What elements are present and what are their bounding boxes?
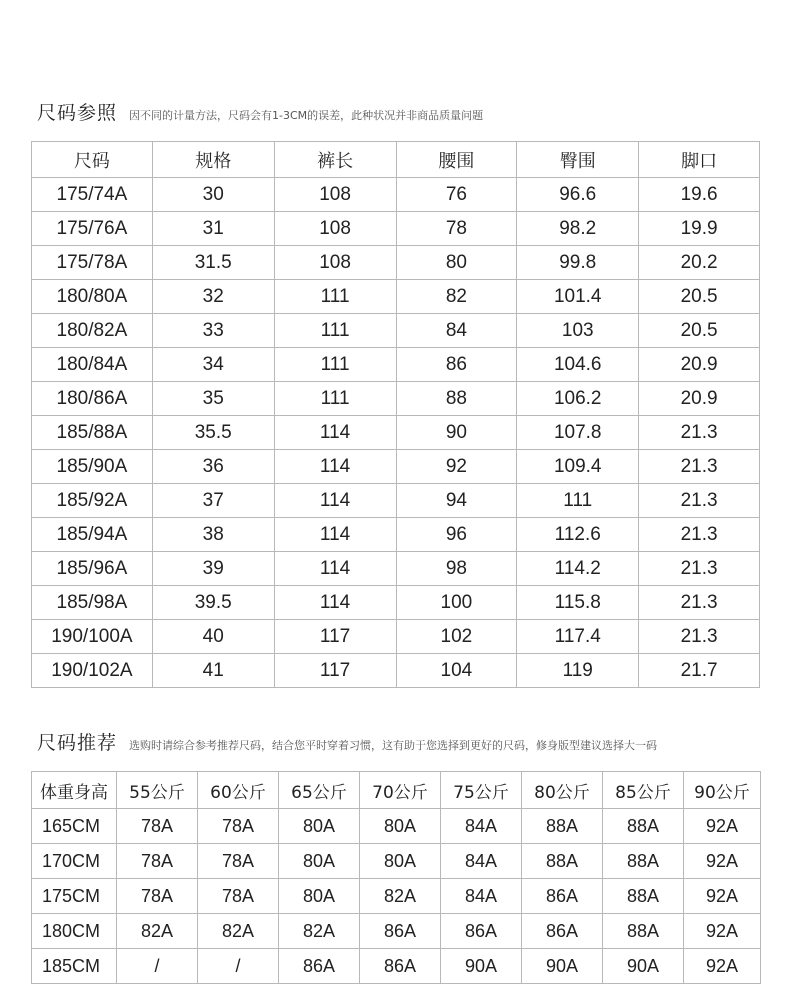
recommend-cell: 88A xyxy=(603,844,684,879)
size-cell: 20.9 xyxy=(639,348,760,382)
size-cell: 119 xyxy=(517,654,639,688)
size-header-cell: 裤长 xyxy=(274,142,396,178)
size-cell: 114 xyxy=(274,450,396,484)
recommend-cell: 78A xyxy=(198,879,279,914)
size-cell: 111 xyxy=(274,314,396,348)
size-recommend-header xyxy=(37,728,657,755)
recommend-cell: 185CM xyxy=(32,949,117,984)
size-cell: 39.5 xyxy=(152,586,274,620)
recommend-header-cell: 55公斤 xyxy=(117,772,198,809)
size-cell: 96.6 xyxy=(517,178,639,212)
size-cell: 185/94A xyxy=(32,518,153,552)
size-cell: 111 xyxy=(274,280,396,314)
recommend-cell: 90A xyxy=(522,949,603,984)
recommend-header-cell: 体重身高 xyxy=(32,772,117,809)
size-reference-note: 因不同的计量方法，尺码会有1-3CM的误差，此种状况并非商品质量问题 xyxy=(129,109,484,122)
recommend-cell: 92A xyxy=(684,879,761,914)
size-cell: 111 xyxy=(274,382,396,416)
size-cell: 114.2 xyxy=(517,552,639,586)
size-cell: 98.2 xyxy=(517,212,639,246)
size-table-row xyxy=(32,212,760,246)
size-table-row xyxy=(32,552,760,586)
size-cell: 80 xyxy=(396,246,517,280)
size-cell: 20.2 xyxy=(639,246,760,280)
recommend-table-row xyxy=(32,879,761,914)
size-table-row xyxy=(32,348,760,382)
size-cell: 180/80A xyxy=(32,280,153,314)
size-cell: 108 xyxy=(274,212,396,246)
size-cell: 20.9 xyxy=(639,382,760,416)
size-cell: 19.6 xyxy=(639,178,760,212)
size-cell: 114 xyxy=(274,484,396,518)
size-cell: 100 xyxy=(396,586,517,620)
size-cell: 175/74A xyxy=(32,178,153,212)
size-cell: 30 xyxy=(152,178,274,212)
recommend-cell: 84A xyxy=(441,844,522,879)
recommend-cell: 80A xyxy=(279,809,360,844)
recommend-cell: 86A xyxy=(279,949,360,984)
recommend-cell: 78A xyxy=(198,844,279,879)
size-cell: 117 xyxy=(274,654,396,688)
size-cell: 98 xyxy=(396,552,517,586)
size-cell: 21.3 xyxy=(639,518,760,552)
size-cell: 180/84A xyxy=(32,348,153,382)
recommend-table-row xyxy=(32,914,761,949)
size-cell: 38 xyxy=(152,518,274,552)
size-cell: 101.4 xyxy=(517,280,639,314)
recommend-cell: 175CM xyxy=(32,879,117,914)
size-cell: 185/92A xyxy=(32,484,153,518)
recommend-cell: 82A xyxy=(117,914,198,949)
size-cell: 32 xyxy=(152,280,274,314)
recommend-cell: 88A xyxy=(522,809,603,844)
recommend-cell: 180CM xyxy=(32,914,117,949)
size-cell: 109.4 xyxy=(517,450,639,484)
size-table-row xyxy=(32,280,760,314)
recommend-cell: / xyxy=(117,949,198,984)
size-cell: 31 xyxy=(152,212,274,246)
recommend-cell: 90A xyxy=(441,949,522,984)
size-cell: 96 xyxy=(396,518,517,552)
recommend-cell: 86A xyxy=(522,914,603,949)
recommend-cell: 86A xyxy=(522,879,603,914)
size-recommend-title: 尺码推荐 xyxy=(37,732,118,754)
size-cell: 33 xyxy=(152,314,274,348)
size-cell: 117.4 xyxy=(517,620,639,654)
size-cell: 104 xyxy=(396,654,517,688)
size-cell: 175/76A xyxy=(32,212,153,246)
recommend-table-header-row xyxy=(32,772,761,809)
recommend-cell: 92A xyxy=(684,949,761,984)
recommend-cell: 165CM xyxy=(32,809,117,844)
recommend-header-cell: 70公斤 xyxy=(360,772,441,809)
recommend-cell: 86A xyxy=(360,914,441,949)
recommend-cell: 78A xyxy=(198,809,279,844)
recommend-cell: 78A xyxy=(117,809,198,844)
recommend-cell: 86A xyxy=(360,949,441,984)
recommend-header-cell: 90公斤 xyxy=(684,772,761,809)
recommend-cell: 78A xyxy=(117,879,198,914)
size-cell: 20.5 xyxy=(639,280,760,314)
size-header-cell: 规格 xyxy=(152,142,274,178)
size-cell: 78 xyxy=(396,212,517,246)
size-table-row xyxy=(32,314,760,348)
size-reference-header xyxy=(37,98,483,125)
size-recommend-table xyxy=(31,771,761,984)
recommend-cell: 88A xyxy=(603,879,684,914)
size-recommend-note: 选购时请综合参考推荐尺码，结合您平时穿着习惯，这有助于您选择到更好的尺码，修身版型建议选择大一码 xyxy=(129,739,658,752)
size-cell: 90 xyxy=(396,416,517,450)
size-cell: 94 xyxy=(396,484,517,518)
size-table-row xyxy=(32,654,760,688)
size-cell: 115.8 xyxy=(517,586,639,620)
size-cell: 108 xyxy=(274,246,396,280)
recommend-cell: 82A xyxy=(360,879,441,914)
recommend-cell: 92A xyxy=(684,914,761,949)
size-cell: 185/88A xyxy=(32,416,153,450)
recommend-cell: 86A xyxy=(441,914,522,949)
size-cell: 102 xyxy=(396,620,517,654)
recommend-header-cell: 75公斤 xyxy=(441,772,522,809)
size-cell: 114 xyxy=(274,518,396,552)
size-cell: 21.3 xyxy=(639,450,760,484)
size-table-row xyxy=(32,416,760,450)
size-cell: 104.6 xyxy=(517,348,639,382)
size-cell: 21.3 xyxy=(639,620,760,654)
size-table-header-row xyxy=(32,142,760,178)
recommend-cell: 80A xyxy=(279,844,360,879)
recommend-cell: 90A xyxy=(603,949,684,984)
recommend-header-cell: 80公斤 xyxy=(522,772,603,809)
size-table-row xyxy=(32,246,760,280)
size-table-row xyxy=(32,382,760,416)
size-cell: 19.9 xyxy=(639,212,760,246)
size-cell: 190/102A xyxy=(32,654,153,688)
recommend-cell: 84A xyxy=(441,809,522,844)
size-cell: 21.3 xyxy=(639,484,760,518)
size-cell: 21.7 xyxy=(639,654,760,688)
size-cell: 37 xyxy=(152,484,274,518)
size-cell: 114 xyxy=(274,416,396,450)
size-cell: 99.8 xyxy=(517,246,639,280)
size-cell: 114 xyxy=(274,552,396,586)
size-cell: 180/86A xyxy=(32,382,153,416)
size-cell: 180/82A xyxy=(32,314,153,348)
size-cell: 21.3 xyxy=(639,586,760,620)
size-cell: 185/98A xyxy=(32,586,153,620)
recommend-cell: 170CM xyxy=(32,844,117,879)
recommend-cell: 82A xyxy=(279,914,360,949)
size-cell: 39 xyxy=(152,552,274,586)
size-header-cell: 脚口 xyxy=(639,142,760,178)
size-table-row xyxy=(32,178,760,212)
recommend-cell: 80A xyxy=(279,879,360,914)
size-cell: 92 xyxy=(396,450,517,484)
size-cell: 86 xyxy=(396,348,517,382)
size-cell: 34 xyxy=(152,348,274,382)
recommend-table-row xyxy=(32,844,761,879)
size-table-row xyxy=(32,484,760,518)
recommend-cell: 92A xyxy=(684,809,761,844)
size-header-cell: 腰围 xyxy=(396,142,517,178)
size-cell: 82 xyxy=(396,280,517,314)
size-cell: 103 xyxy=(517,314,639,348)
size-cell: 31.5 xyxy=(152,246,274,280)
recommend-header-cell: 60公斤 xyxy=(198,772,279,809)
size-cell: 36 xyxy=(152,450,274,484)
size-cell: 112.6 xyxy=(517,518,639,552)
size-table-row xyxy=(32,518,760,552)
size-cell: 185/96A xyxy=(32,552,153,586)
recommend-table-row xyxy=(32,949,761,984)
size-cell: 35 xyxy=(152,382,274,416)
size-cell: 84 xyxy=(396,314,517,348)
size-reference-table xyxy=(31,141,760,688)
size-reference-title: 尺码参照 xyxy=(37,102,118,124)
size-cell: 175/78A xyxy=(32,246,153,280)
recommend-header-cell: 85公斤 xyxy=(603,772,684,809)
recommend-cell: 88A xyxy=(603,914,684,949)
recommend-cell: 84A xyxy=(441,879,522,914)
size-cell: 20.5 xyxy=(639,314,760,348)
size-cell: 41 xyxy=(152,654,274,688)
size-cell: 185/90A xyxy=(32,450,153,484)
size-cell: 111 xyxy=(517,484,639,518)
size-cell: 88 xyxy=(396,382,517,416)
size-table-row xyxy=(32,450,760,484)
size-cell: 108 xyxy=(274,178,396,212)
size-cell: 21.3 xyxy=(639,416,760,450)
recommend-cell: 78A xyxy=(117,844,198,879)
size-header-cell: 尺码 xyxy=(32,142,153,178)
size-cell: 111 xyxy=(274,348,396,382)
recommend-cell: 80A xyxy=(360,809,441,844)
recommend-cell: 92A xyxy=(684,844,761,879)
size-cell: 190/100A xyxy=(32,620,153,654)
size-cell: 35.5 xyxy=(152,416,274,450)
size-cell: 107.8 xyxy=(517,416,639,450)
size-table-row xyxy=(32,620,760,654)
size-cell: 40 xyxy=(152,620,274,654)
size-cell: 117 xyxy=(274,620,396,654)
size-cell: 21.3 xyxy=(639,552,760,586)
size-cell: 114 xyxy=(274,586,396,620)
size-table-row xyxy=(32,586,760,620)
recommend-cell: 88A xyxy=(522,844,603,879)
recommend-header-cell: 65公斤 xyxy=(279,772,360,809)
size-cell: 76 xyxy=(396,178,517,212)
recommend-cell: / xyxy=(198,949,279,984)
recommend-cell: 80A xyxy=(360,844,441,879)
size-cell: 106.2 xyxy=(517,382,639,416)
size-header-cell: 臀围 xyxy=(517,142,639,178)
recommend-cell: 82A xyxy=(198,914,279,949)
recommend-cell: 88A xyxy=(603,809,684,844)
recommend-table-row xyxy=(32,809,761,844)
